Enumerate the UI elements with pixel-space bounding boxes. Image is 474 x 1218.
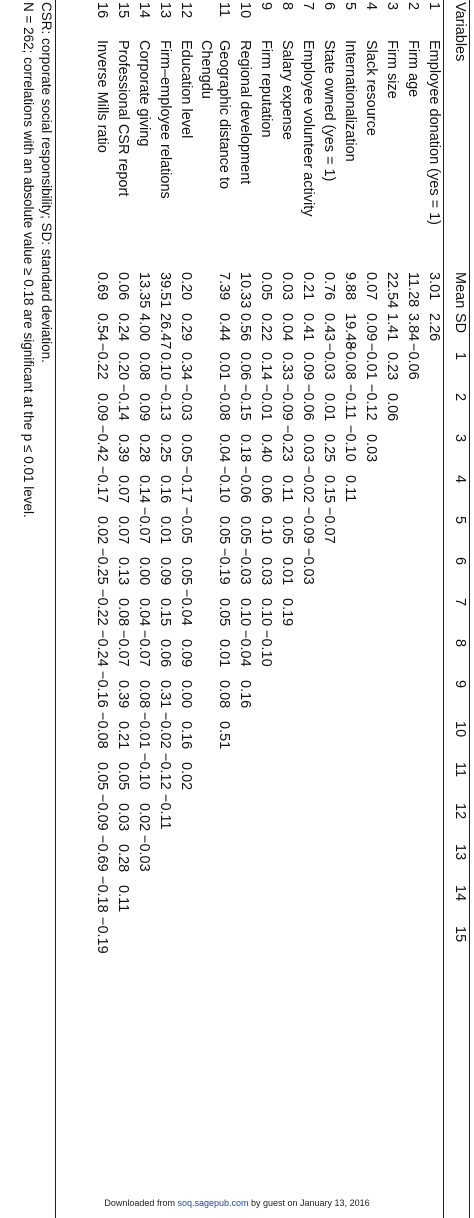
sd-value: 0.29	[178, 313, 194, 342]
correlation-cell: −0.10	[258, 630, 274, 667]
variable-name: Firm age	[405, 40, 421, 98]
correlation-cell: 0.06	[384, 393, 400, 422]
correlation-cell: 0.18	[237, 434, 253, 463]
table-note-significance: N = 262; correlations with an absolute value ≥ 0.18 are significant at the p ≤ 0.01 level.	[21, 2, 36, 518]
correlation-cell: −0.10	[136, 753, 152, 790]
correlation-cell: −0.06	[237, 466, 253, 503]
correlation-cell: −0.09	[300, 507, 316, 544]
correlation-cell: 0.08	[136, 680, 152, 709]
correlation-cell: −0.13	[157, 384, 173, 421]
correlation-cell: −0.02	[157, 712, 173, 749]
variable-name: Geographic distance to	[216, 40, 232, 190]
mean-value: 0.07	[363, 272, 379, 301]
correlation-cell: 0.03	[115, 803, 131, 832]
correlation-cell: 0.40	[258, 434, 274, 463]
correlation-cell: 0.09	[178, 639, 194, 668]
correlation-cell: 0.33	[279, 352, 295, 381]
row-number: 12	[178, 2, 194, 19]
mean-value: 7.39	[216, 272, 232, 301]
correlation-cell: −0.42	[94, 425, 110, 462]
correlation-cell: −0.03	[136, 835, 152, 872]
row-number: 16	[94, 2, 110, 19]
variable-name: Education level	[178, 40, 194, 139]
correlation-cell: 0.10	[157, 352, 173, 381]
correlation-cell: −0.07	[136, 507, 152, 544]
table-note-abbreviations: CSR: corporate social responsibility; SD: standard deviation.	[39, 2, 54, 363]
mean-value: 10.33	[237, 272, 253, 309]
correlation-cell: −0.10	[216, 466, 232, 503]
correlation-cell: −0.04	[237, 630, 253, 667]
mean-value: 13.35	[136, 272, 152, 309]
correlation-cell: −0.25	[94, 548, 110, 585]
variable-name: Firm size	[384, 40, 400, 99]
variable-name: Salary expense	[279, 40, 295, 140]
correlation-cell: 0.13	[115, 557, 131, 586]
correlation-cell: 0.05	[178, 557, 194, 586]
header-col-4: 4	[452, 475, 468, 484]
table-top-rule	[469, 0, 470, 1218]
mean-value: 0.21	[300, 272, 316, 301]
mean-value: 0.76	[321, 272, 337, 301]
sd-value: 3.84	[405, 313, 421, 342]
download-footer	[0, 1198, 474, 1208]
correlation-cell: 0.05	[237, 516, 253, 545]
correlation-cell: −0.08	[216, 384, 232, 421]
correlation-cell: 0.05	[115, 762, 131, 791]
correlation-cell: 0.09	[157, 557, 173, 586]
correlation-cell: −0.05	[178, 507, 194, 544]
sd-value: 0.22	[258, 313, 274, 342]
correlation-cell: −0.07	[115, 630, 131, 667]
sd-value: 0.09	[363, 313, 379, 342]
header-col-10: 10	[452, 721, 468, 738]
correlation-cell: 0.01	[216, 352, 232, 381]
header-col-9: 9	[452, 680, 468, 689]
correlation-cell: 0.08	[115, 598, 131, 627]
correlation-cell: 0.16	[237, 680, 253, 709]
header-col-5: 5	[452, 516, 468, 525]
correlation-cell: 0.23	[384, 352, 400, 381]
correlation-cell: 0.10	[258, 516, 274, 545]
correlation-cell: −0.16	[94, 671, 110, 708]
row-number: 15	[115, 2, 131, 19]
variable-name: Internationalization	[342, 40, 358, 162]
correlation-cell: −0.07	[136, 630, 152, 667]
correlation-cell: 0.05	[216, 598, 232, 627]
variable-name: Employee volunteer activity	[300, 40, 316, 217]
correlation-cell: −0.17	[178, 466, 194, 503]
sd-value: 0.24	[115, 313, 131, 342]
header-col-12: 12	[452, 803, 468, 820]
correlation-cell: 0.06	[258, 475, 274, 504]
correlation-cell: −0.12	[157, 753, 173, 790]
sd-value: 0.44	[216, 313, 232, 342]
correlation-cell: −0.15	[237, 384, 253, 421]
correlation-cell: 0.06	[157, 639, 173, 668]
correlation-cell: −0.08	[94, 712, 110, 749]
correlation-cell: −0.06	[300, 384, 316, 421]
correlation-cell: −0.03	[321, 343, 337, 380]
correlation-cell: 0.04	[136, 598, 152, 627]
mean-value: 11.28	[405, 272, 421, 308]
correlation-cell: 0.01	[157, 516, 173, 545]
correlation-cell: −0.01	[136, 712, 152, 749]
correlation-cell: 0.09	[136, 393, 152, 422]
correlation-cell: 0.11	[279, 475, 295, 503]
mean-value: 0.20	[178, 272, 194, 301]
variable-name: Slack resource	[363, 40, 379, 136]
correlation-cell: −0.11	[342, 384, 358, 420]
correlation-cell: −0.10	[342, 425, 358, 462]
header-col-8: 8	[452, 639, 468, 648]
correlation-cell: 0.02	[178, 762, 194, 791]
correlation-cell: 0.09	[300, 352, 316, 381]
header-col-14: 14	[452, 885, 468, 902]
row-number: 3	[384, 2, 400, 11]
header-col-3: 3	[452, 434, 468, 443]
correlation-cell: 0.03	[363, 434, 379, 463]
correlation-cell: 0.08	[136, 352, 152, 381]
mean-value: 22.54	[384, 272, 400, 309]
row-number: 4	[363, 2, 379, 11]
header-bottom-rule	[443, 0, 444, 1218]
sd-value: 1.41	[384, 313, 400, 342]
correlation-cell: 0.21	[115, 721, 131, 750]
correlation-cell: 0.19	[279, 598, 295, 627]
correlation-cell: 0.31	[157, 680, 173, 709]
header-col-7: 7	[452, 598, 468, 607]
correlation-cell: −0.08	[342, 343, 358, 380]
correlation-cell: 0.28	[115, 844, 131, 873]
variable-name: Professional CSR report	[115, 40, 131, 197]
correlation-cell: 0.16	[178, 721, 194, 750]
correlation-cell: 0.34	[178, 352, 194, 381]
mean-value: 0.69	[94, 272, 110, 301]
row-number: 5	[342, 2, 358, 11]
correlation-cell: 0.11	[342, 475, 358, 503]
correlation-cell: 0.05	[178, 434, 194, 463]
header-col-11: 11	[452, 762, 468, 778]
sd-value: 0.54	[94, 313, 110, 342]
sd-value: 4.00	[136, 313, 152, 342]
row-number: 7	[300, 2, 316, 11]
correlation-cell: 0.00	[178, 680, 194, 709]
correlation-cell: 0.05	[216, 516, 232, 545]
variable-name: Inverse Mills ratio	[94, 40, 110, 153]
correlation-cell: −0.06	[405, 343, 421, 380]
footer-link[interactable]: soq.sagepub.com	[177, 1198, 249, 1208]
row-number: 6	[321, 2, 337, 11]
footer-suffix: by guest on January 13, 2016	[248, 1198, 370, 1208]
row-number: 13	[157, 2, 173, 19]
correlation-cell: −0.12	[363, 384, 379, 421]
correlation-cell: 0.10	[237, 598, 253, 627]
correlation-cell: 0.02	[94, 516, 110, 545]
row-number: 9	[258, 2, 274, 11]
table-bottom-rule	[55, 0, 56, 1218]
correlation-cell: 0.15	[321, 475, 337, 504]
correlation-cell: −0.69	[94, 835, 110, 872]
correlation-cell: 0.16	[157, 475, 173, 504]
mean-value: 0.06	[115, 272, 131, 301]
sd-value: 19.48	[342, 313, 358, 350]
correlation-cell: −0.02	[300, 466, 316, 503]
correlation-cell: −0.19	[94, 917, 110, 954]
correlation-cell: 0.11	[115, 885, 131, 913]
sd-value: 26.47	[157, 313, 173, 350]
correlation-cell: 0.51	[216, 721, 232, 750]
correlation-cell: −0.18	[94, 876, 110, 913]
variable-name: Employee donation (yes = 1)	[426, 40, 442, 225]
variable-name-continued: Chengdu	[198, 40, 214, 99]
header-mean: Mean	[452, 272, 468, 309]
correlation-cell: −0.24	[94, 630, 110, 667]
header-col-15: 15	[452, 926, 468, 943]
header-col-2: 2	[452, 393, 468, 402]
correlation-cell: 0.02	[136, 803, 152, 832]
correlation-cell: 0.25	[321, 434, 337, 463]
correlation-cell: 0.00	[136, 557, 152, 586]
correlation-cell: 0.25	[157, 434, 173, 463]
correlation-cell: 0.08	[216, 680, 232, 709]
header-col-13: 13	[452, 844, 468, 861]
correlation-cell: −0.03	[300, 548, 316, 585]
mean-value: 9.88	[342, 272, 358, 301]
correlation-cell: 0.14	[258, 352, 274, 381]
correlation-cell: 0.39	[115, 434, 131, 463]
correlation-cell: −0.09	[279, 384, 295, 421]
correlation-cell: −0.22	[94, 589, 110, 626]
sd-value: 0.56	[237, 313, 253, 342]
correlation-cell: 0.28	[136, 434, 152, 463]
correlation-cell: −0.01	[363, 343, 379, 380]
correlation-cell: 0.03	[300, 434, 316, 463]
variable-name: Firm–employee relations	[157, 40, 173, 199]
row-number: 10	[237, 2, 253, 19]
header-sd: SD	[452, 313, 468, 334]
correlation-cell: 0.01	[216, 639, 232, 668]
mean-value: 3.01	[426, 272, 442, 301]
row-number: 2	[405, 2, 421, 11]
correlation-cell: −0.04	[178, 589, 194, 626]
correlation-cell: 0.05	[94, 762, 110, 791]
correlation-cell: 0.07	[115, 516, 131, 545]
correlation-cell: 0.05	[279, 516, 295, 545]
correlation-cell: 0.07	[115, 475, 131, 504]
correlation-cell: 0.09	[94, 393, 110, 422]
row-number: 14	[136, 2, 152, 19]
variable-name: Corporate giving	[136, 40, 152, 147]
sd-value: 0.43	[321, 313, 337, 342]
correlation-cell: −0.07	[321, 507, 337, 544]
variable-name: Regional development	[237, 40, 253, 185]
correlation-cell: 0.01	[279, 557, 295, 586]
row-number: 8	[279, 2, 295, 11]
header-col-1: 1	[452, 352, 468, 361]
correlation-cell: −0.09	[94, 794, 110, 831]
correlation-cell: 0.04	[216, 434, 232, 463]
correlation-cell: −0.11	[157, 794, 173, 830]
header-variables: Variables	[452, 2, 468, 62]
correlation-cell: −0.03	[237, 548, 253, 585]
correlation-cell: 0.39	[115, 680, 131, 709]
correlation-cell: 0.14	[136, 475, 152, 504]
header-col-6: 6	[452, 557, 468, 566]
variable-name: State owned (yes = 1)	[321, 40, 337, 182]
correlation-cell: 0.15	[157, 598, 173, 627]
mean-value: 0.05	[258, 272, 274, 301]
correlation-cell: 0.03	[258, 557, 274, 586]
correlation-cell: 0.10	[258, 598, 274, 627]
mean-value: 39.51	[157, 272, 173, 309]
mean-value: 0.03	[279, 272, 295, 301]
variable-name: Firm reputation	[258, 40, 274, 138]
correlation-cell: −0.22	[94, 343, 110, 380]
correlation-cell: −0.17	[94, 466, 110, 503]
correlation-cell: 0.01	[321, 393, 337, 422]
sd-value: 2.26	[426, 313, 442, 342]
correlation-cell: −0.14	[115, 384, 131, 421]
row-number: 11	[216, 2, 232, 18]
correlation-cell: −0.03	[178, 384, 194, 421]
correlation-cell: 0.06	[237, 352, 253, 381]
correlation-cell: 0.20	[115, 352, 131, 381]
sd-value: 0.04	[279, 313, 295, 342]
footer-prefix: Downloaded from	[104, 1198, 178, 1208]
correlation-cell: −0.01	[258, 384, 274, 421]
sd-value: 0.41	[300, 313, 316, 342]
correlation-cell: −0.23	[279, 425, 295, 462]
row-number: 1	[426, 2, 442, 11]
correlation-cell: −0.19	[216, 548, 232, 585]
